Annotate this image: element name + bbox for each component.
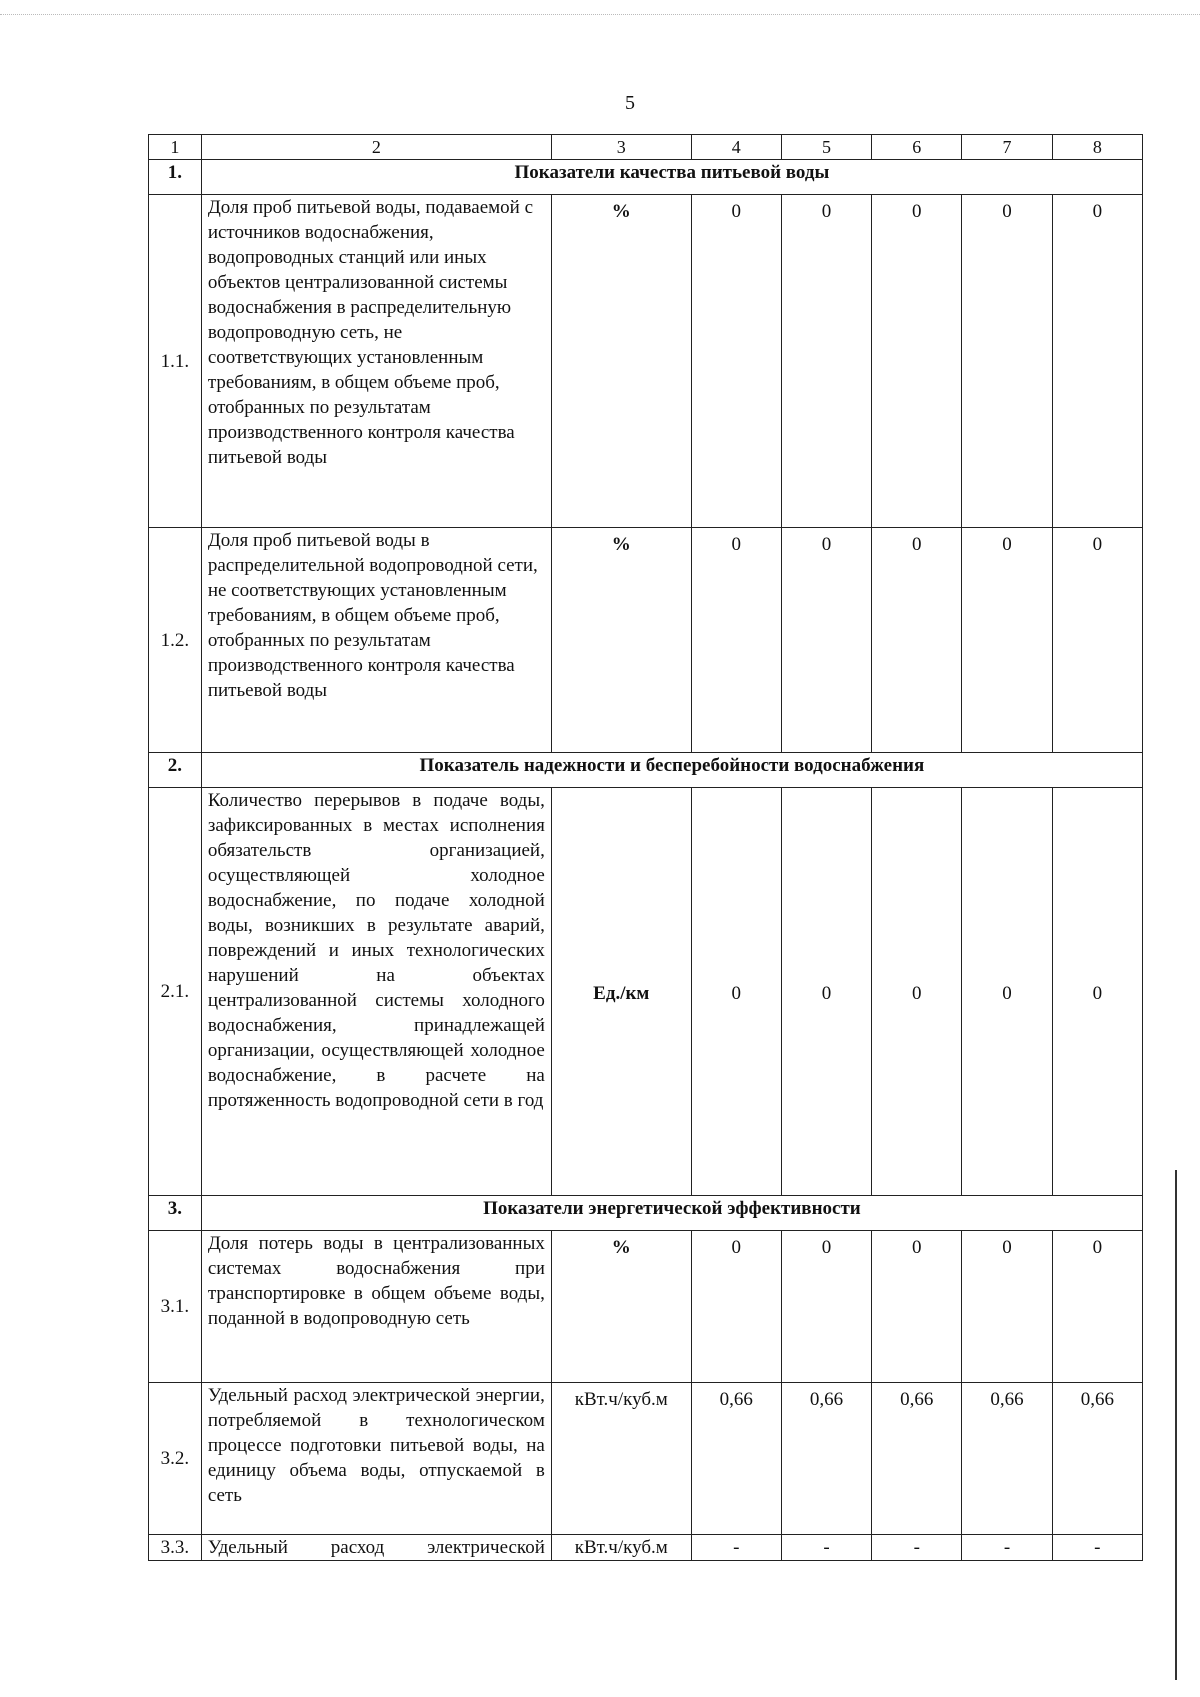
column-header: 4 <box>691 135 781 160</box>
row-unit: % <box>551 528 691 753</box>
section-header-row <box>149 160 1143 195</box>
row-unit: Ед./км <box>551 788 691 1196</box>
row-number: 2.1. <box>149 788 202 1196</box>
row-value: 0 <box>962 528 1052 753</box>
row-number: 1.1. <box>149 195 202 528</box>
column-number-header-row <box>149 135 1143 160</box>
indicators-table <box>148 134 1143 1561</box>
row-value: - <box>691 1535 781 1561</box>
table-row <box>149 195 1143 528</box>
row-value: 0 <box>1052 195 1142 528</box>
row-value: 0 <box>781 788 871 1196</box>
row-value: 0 <box>691 528 781 753</box>
row-description: Доля потерь воды в централизованных системах водоснабжения при транспортировке в общем объеме воды, поданной в водопроводную сеть <box>201 1231 551 1383</box>
row-number: 1.2. <box>149 528 202 753</box>
row-value: 0,66 <box>1052 1383 1142 1535</box>
row-unit: % <box>551 195 691 528</box>
row-value: 0,66 <box>691 1383 781 1535</box>
row-value: - <box>872 1535 962 1561</box>
column-header: 5 <box>781 135 871 160</box>
row-value: 0 <box>691 788 781 1196</box>
row-value: 0 <box>781 528 871 753</box>
row-unit: % <box>551 1231 691 1383</box>
row-value: 0 <box>872 195 962 528</box>
row-number: 3.3. <box>149 1535 202 1561</box>
section-number: 2. <box>149 753 202 788</box>
row-value: 0 <box>691 1231 781 1383</box>
row-value: 0,66 <box>872 1383 962 1535</box>
row-number: 3.1. <box>149 1231 202 1383</box>
row-unit: кВт.ч/куб.м <box>551 1383 691 1535</box>
column-header: 6 <box>872 135 962 160</box>
row-description: Количество перерывов в подаче воды, зафиксированных в местах исполнения обязательств организацией, осуществляющей холодное водоснабжение, по подаче холодной воды, возникших в результате аварий, повреждений и иных технологических нарушений на объектах централизованной системы холодного водоснабжения, принадлежащей организации, осуществляющей холодное водоснабжение, в расчете на протяженность водопроводной сети в год <box>201 788 551 1196</box>
column-header: 8 <box>1052 135 1142 160</box>
row-value: 0 <box>691 195 781 528</box>
section-header-row <box>149 1196 1143 1231</box>
row-value: - <box>1052 1535 1142 1561</box>
page-number: 5 <box>625 92 635 114</box>
table-row <box>149 528 1143 753</box>
row-description: Доля проб питьевой воды в распределительной водопроводной сети, не соответствующих установленным требованиям, в общем объеме проб, отобранных по результатам производственного контроля качества питьевой воды <box>201 528 551 753</box>
row-number: 3.2. <box>149 1383 202 1535</box>
row-value: 0 <box>872 528 962 753</box>
row-value: 0 <box>781 195 871 528</box>
row-description: Удельный расход электрической энергии, потребляемой в технологическом процессе подготовки питьевой воды, на единицу объема воды, отпускаемой в сеть <box>201 1383 551 1535</box>
section-header-row <box>149 753 1143 788</box>
table-row <box>149 1535 1143 1561</box>
column-header: 1 <box>149 135 202 160</box>
row-value: - <box>962 1535 1052 1561</box>
row-value: 0 <box>872 1231 962 1383</box>
scan-edge-line <box>1175 1170 1177 1680</box>
row-value: - <box>781 1535 871 1561</box>
column-header: 7 <box>962 135 1052 160</box>
table-row <box>149 1231 1143 1383</box>
section-number: 3. <box>149 1196 202 1231</box>
row-value: 0,66 <box>781 1383 871 1535</box>
row-value: 0 <box>872 788 962 1196</box>
section-title: Показатель надежности и бесперебойности водоснабжения <box>201 753 1142 788</box>
row-value: 0 <box>1052 528 1142 753</box>
row-description: Доля проб питьевой воды, подаваемой с источников водоснабжения, водопроводных станций или иных объектов централизованной системы водоснабжения в распределительную водопроводную сеть, не соответствующих установленным требованиям, в общем объеме проб, отобранных по результатам производственного контроля качества питьевой воды <box>201 195 551 528</box>
row-value: 0 <box>1052 1231 1142 1383</box>
section-title: Показатели качества питьевой воды <box>201 160 1142 195</box>
row-description: Удельный расход электрической <box>201 1535 551 1561</box>
scan-edge-noise <box>0 14 1200 16</box>
row-value: 0 <box>962 788 1052 1196</box>
section-number: 1. <box>149 160 202 195</box>
table-row <box>149 1383 1143 1535</box>
row-unit: кВт.ч/куб.м <box>551 1535 691 1561</box>
column-header: 3 <box>551 135 691 160</box>
section-title: Показатели энергетической эффективности <box>201 1196 1142 1231</box>
column-header: 2 <box>201 135 551 160</box>
table-row <box>149 788 1143 1196</box>
row-value: 0 <box>962 195 1052 528</box>
row-value: 0 <box>962 1231 1052 1383</box>
row-value: 0 <box>781 1231 871 1383</box>
row-value: 0 <box>1052 788 1142 1196</box>
row-value: 0,66 <box>962 1383 1052 1535</box>
